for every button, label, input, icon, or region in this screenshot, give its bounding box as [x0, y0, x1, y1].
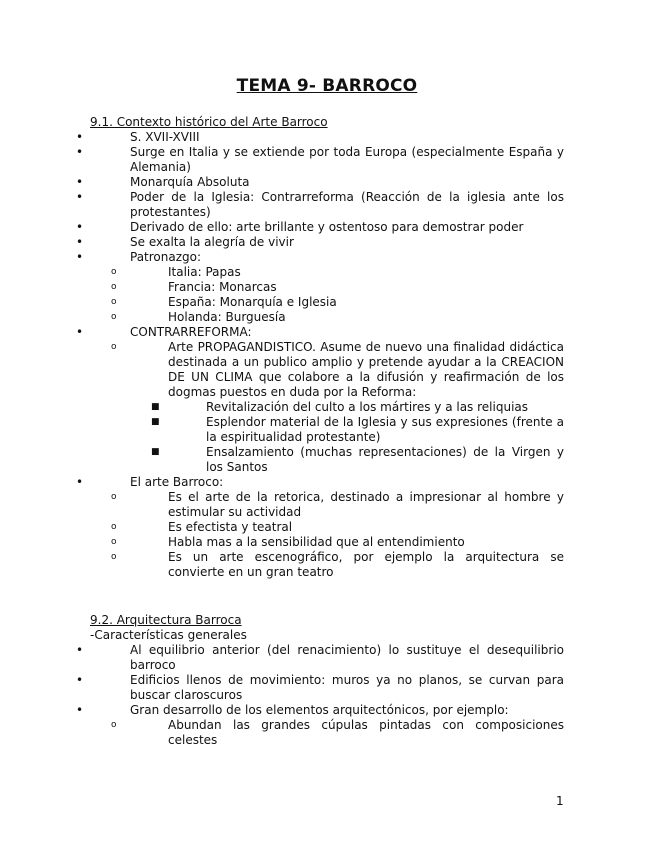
bullet-circle-icon: o — [111, 282, 117, 292]
list-item-text: Al equilibrio anterior (del renacimiento) lo sustituye el desequilibrio barroco — [130, 643, 564, 672]
bullet-circle-icon: o — [111, 312, 117, 322]
bullet-circle-icon: o — [111, 297, 117, 307]
page-number: 1 — [556, 794, 564, 808]
list-item-text: Revitalización del culto a los mártires y a las reliquias — [206, 400, 529, 414]
list-item — [151, 400, 564, 415]
bullet-disc-icon: • — [76, 673, 84, 687]
list-item-text: Surge en Italia y se extiende por toda Europa (especialmente España y Alemania) — [130, 145, 564, 174]
list-item-text: Ensalzamiento (muchas representaciones) de la Virgen y los Santos — [206, 445, 564, 474]
bullet-disc-icon: • — [76, 235, 84, 249]
bullet-list-level-2 — [111, 490, 564, 580]
list-item — [76, 130, 564, 145]
list-item — [76, 643, 564, 673]
bullet-circle-icon: o — [111, 537, 117, 547]
list-item-text: S. XVII-XVIII — [130, 130, 200, 144]
bullet-list-level-2 — [111, 265, 564, 325]
bullet-list-level-2 — [111, 340, 564, 475]
list-item-text: Francia: Monarcas — [168, 280, 277, 294]
bullet-disc-icon: • — [76, 145, 84, 159]
list-item-text: El arte Barroco: — [130, 475, 224, 489]
list-item — [76, 475, 564, 580]
list-item-text: Abundan las grandes cúpulas pintadas con composiciones celestes — [168, 718, 564, 747]
list-item — [111, 340, 564, 475]
list-item-text: Se exalta la alegría de vivir — [130, 235, 294, 249]
list-item — [76, 250, 564, 325]
bullet-circle-icon: o — [111, 720, 117, 730]
bullet-square-icon: ■ — [151, 417, 160, 427]
list-item-text: CONTRARREFORMA: — [130, 325, 252, 339]
list-item — [76, 235, 564, 250]
bullet-circle-icon: o — [111, 492, 117, 502]
list-item — [76, 673, 564, 703]
bullet-disc-icon: • — [76, 175, 84, 189]
list-item — [111, 295, 564, 310]
list-item — [111, 490, 564, 520]
section-arquitectura-barroca — [76, 613, 564, 748]
section-heading: 9.2. Arquitectura Barroca — [90, 613, 242, 627]
list-item-text: Arte PROPAGANDISTICO. Asume de nuevo una finalidad didáctica destinada a un publico amplio y pretende ayudar a la CREACION DE UN CLIMA que colabore a la difusión y reafirmación de los dogmas puestos en duda por la Reforma: — [168, 340, 564, 399]
list-item-text: Edificios llenos de movimiento: muros ya no planos, se curvan para buscar claroscuros — [130, 673, 564, 702]
bullet-disc-icon: • — [76, 325, 84, 339]
bullet-disc-icon: • — [76, 250, 84, 264]
bullet-list-level-3 — [151, 400, 564, 475]
bullet-circle-icon: o — [111, 267, 117, 277]
bullet-circle-icon: o — [111, 342, 117, 352]
bullet-disc-icon: • — [76, 643, 84, 657]
bullet-square-icon: ■ — [151, 402, 160, 412]
list-item — [76, 175, 564, 190]
list-item-text: Es el arte de la retorica, destinado a impresionar al hombre y estimular su actividad — [168, 490, 564, 519]
bullet-disc-icon: • — [76, 220, 84, 234]
list-item — [111, 520, 564, 535]
list-item — [111, 310, 564, 325]
list-item-text: Poder de la Iglesia: Contrarreforma (Reacción de la iglesia ante los protestantes) — [130, 190, 564, 219]
list-item — [111, 265, 564, 280]
list-item — [151, 445, 564, 475]
section-heading: 9.1. Contexto histórico del Arte Barroco — [90, 115, 328, 129]
list-item — [151, 415, 564, 445]
list-item-text: Patronazgo: — [130, 250, 202, 264]
list-item — [76, 703, 564, 748]
bullet-square-icon: ■ — [151, 447, 160, 457]
bullet-list-level-1 — [76, 130, 564, 580]
bullet-list-level-2 — [111, 718, 564, 748]
bullet-disc-icon: • — [76, 130, 84, 144]
list-item-text: Habla mas a la sensibilidad que al entendimiento — [168, 535, 465, 549]
bullet-list-level-1 — [76, 643, 564, 748]
bullet-circle-icon: o — [111, 522, 117, 532]
list-item — [76, 325, 564, 475]
bullet-circle-icon: o — [111, 552, 117, 562]
list-item-text: Italia: Papas — [168, 265, 241, 279]
list-item — [111, 718, 564, 748]
section-subheading: -Características generales — [90, 628, 247, 642]
list-item — [111, 550, 564, 580]
document-title: TEMA 9- BARROCO — [236, 76, 418, 96]
list-item — [111, 535, 564, 550]
list-item — [111, 280, 564, 295]
list-item-text: Es un arte escenográfico, por ejemplo la arquitectura se convierte en un gran teatro — [168, 550, 564, 579]
bullet-disc-icon: • — [76, 190, 84, 204]
bullet-disc-icon: • — [76, 475, 84, 489]
list-item-text: Esplendor material de la Iglesia y sus expresiones (frente a la espiritualidad protestante) — [206, 415, 564, 444]
list-item — [76, 190, 564, 220]
list-item-text: Monarquía Absoluta — [130, 175, 250, 189]
list-item-text: Es efectista y teatral — [168, 520, 293, 534]
list-item-text: Gran desarrollo de los elementos arquitectónicos, por ejemplo: — [130, 703, 509, 717]
bullet-disc-icon: • — [76, 703, 84, 717]
section-contexto-historico — [76, 115, 564, 580]
list-item-text: Holanda: Burguesía — [168, 310, 286, 324]
list-item-text: España: Monarquía e Iglesia — [168, 295, 337, 309]
list-item-text: Derivado de ello: arte brillante y ostentoso para demostrar poder — [130, 220, 524, 234]
list-item — [76, 220, 564, 235]
list-item — [76, 145, 564, 175]
